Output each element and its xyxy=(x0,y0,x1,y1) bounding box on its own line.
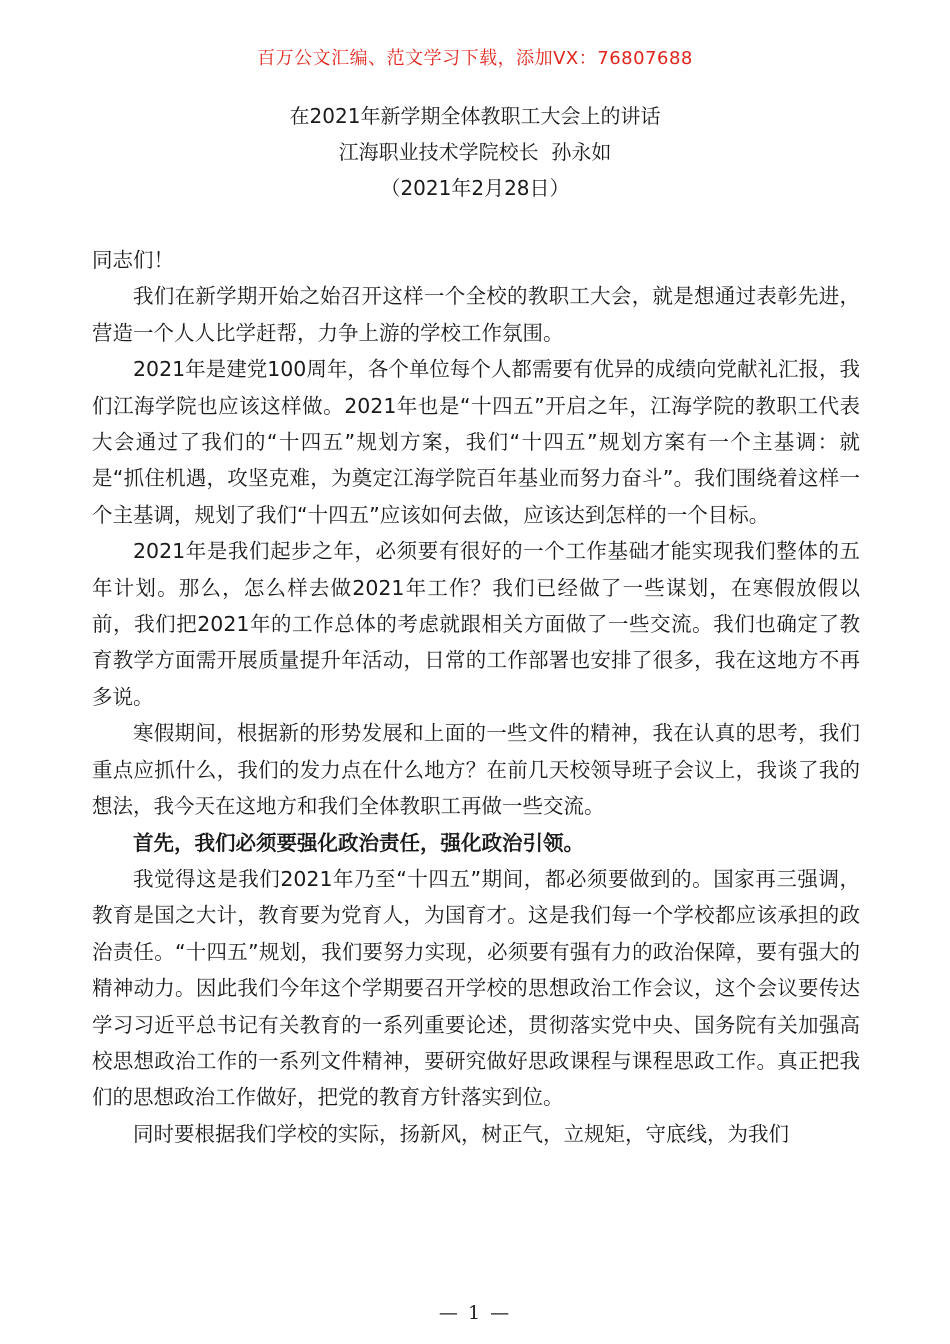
paragraph: 我们在新学期开始之始召开这样一个全校的教职工大会，就是想通过表彰先进，营造一个人人比学赶帮，力争上游的学校工作氛围。 xyxy=(92,284,860,345)
paragraph: 2021年是建党100周年，各个单位每个人都需要有优异的成绩向党献礼汇报，我们江海学院也应该这样做。2021年也是“十四五”开启之年，江海学院的教职工代表大会通过了我们的“十四五”规划方案，我们“十四五”规划方案有一个主基调：就是“抓住机遇，攻坚克难，为奠定江海学院百年基业而努力奋斗”。我们围绕着这样一个主基调，规划了我们“十四五”应该如何去做，应该达到怎样的一个目标。 xyxy=(92,357,860,527)
body-text xyxy=(92,242,860,1152)
header-banner: 百万公文汇编、范文学习下载，添加VX：76807688 xyxy=(257,48,693,69)
date-line: （2021年2月28日） xyxy=(380,176,570,200)
document-title: 在2021年新学期全体教职工大会上的讲话 xyxy=(289,104,661,128)
title-block xyxy=(0,98,950,206)
author-line: 江海职业技术学院校长 孙永如 xyxy=(338,140,612,164)
paragraph: 寒假期间，根据新的形势发展和上面的一些文件的精神，我在认真的思考，我们重点应抓什么，我们的发力点在什么地方？在前几天校领导班子会议上，我谈了我的想法，我今天在这地方和我们全体教职工再做一些交流。 xyxy=(92,721,860,819)
section-heading: 首先，我们必须要强化政治责任，强化政治引领。 xyxy=(133,830,584,855)
paragraph: 同时要根据我们学校的实际，扬新风，树正气，立规矩，守底线，为我们 xyxy=(133,1121,789,1146)
page-number: — 1 — xyxy=(438,1302,512,1324)
salutation: 同志们！ xyxy=(92,248,174,272)
paragraph: 2021年是我们起步之年，必须要有很好的一个工作基础才能实现我们整体的五年计划。那么，怎么样去做2021年工作？我们已经做了一些谋划，在寒假放假以前，我们把2021年的工作总体的考虑就跟相关方面做了一些交流。我们也确定了教育教学方面需开展质量提升年活动，日常的工作部署也安排了很多，我在这地方不再多说。 xyxy=(92,539,860,709)
paragraph: 我觉得这是我们2021年乃至“十四五”期间，都必须要做到的。国家再三强调，教育是国之大计，教育要为党育人，为国育才。这是我们每一个学校都应该承担的政治责任。“十四五”规划，我们要努力实现，必须要有强有力的政治保障，要有强大的精神动力。因此我们今年这个学期要召开学校的思想政治工作会议，这个会议要传达学习习近平总书记有关教育的一系列重要论述，贯彻落实党中央、国务院有关加强高校思想政治工作的一系列文件精神，要研究做好思政课程与课程思政工作。真正把我们的思想政治工作做好，把党的教育方针落实到位。 xyxy=(92,866,860,1110)
